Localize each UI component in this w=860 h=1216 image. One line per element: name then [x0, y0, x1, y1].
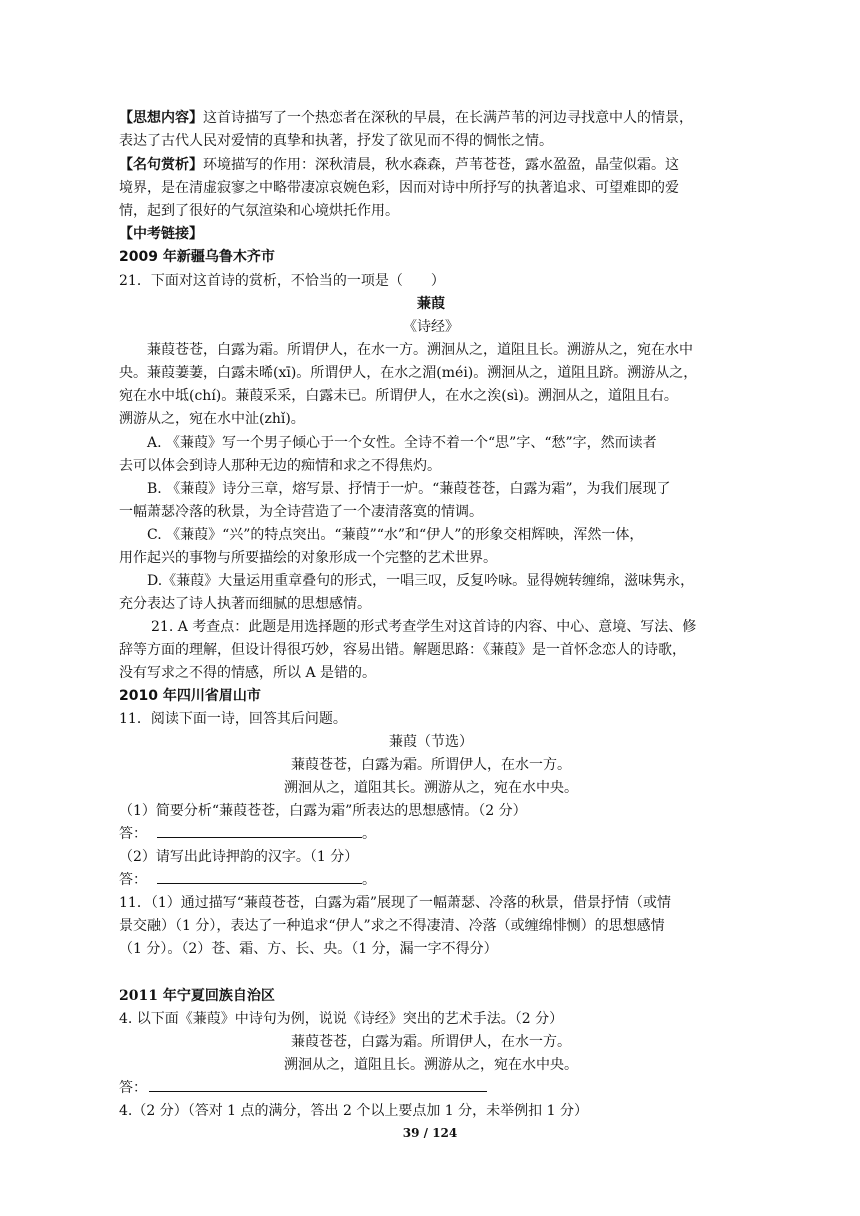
- answer-11-line-1: 11．（1）通过描写“蒹葭苍苍，白露为霜”展现了一幅萧瑟、冷落的秋景，借景抒情（或情: [119, 895, 672, 911]
- section-heading-2011: 2011 年宁夏回族自治区: [119, 988, 275, 1004]
- question-4: 4. 以下面《蒹葭》中诗句为例，说说《诗经》突出的艺术手法。（2 分）: [119, 1011, 564, 1027]
- answer-underline-2: [157, 869, 362, 884]
- excerpt-poem-line-1: 蒹葭苍苍，白露为霜。所谓伊人，在水一方。: [291, 757, 571, 773]
- answer-21-line-3: 没有写求之不得的情感，所以 A 是错的。: [119, 665, 377, 681]
- page-number: 39 / 124: [402, 1126, 458, 1140]
- question-11-part-2: （2）请写出此诗押韵的汉字。（1 分）: [119, 849, 359, 865]
- section-heading-2009: 2009 年新疆乌鲁木齐市: [119, 249, 275, 265]
- section-heading-2010: 2010 年四川省眉山市: [119, 688, 261, 704]
- answer-11-line-2: 景交融）（1 分），表达了一种追求“伊人”求之不得凄清、冷落（或缠绵悱恻）的思想感情: [119, 918, 665, 934]
- famous-line-analysis-label: 【名句赏析】: [119, 157, 203, 173]
- exam-links-heading: 【中考链接】: [119, 226, 203, 242]
- famous-line-analysis-line-3: 情，起到了很好的气氛渲染和心境烘托作用。: [119, 203, 399, 219]
- answer-underline-3: [149, 1077, 487, 1092]
- thought-content-line-2: 表达了古代人民对爱情的真挚和执著，抒发了欲见而不得的惆怅之情。: [119, 133, 553, 149]
- poem-full-line-4: 溯游从之，宛在水中沚(zhǐ)。: [119, 411, 305, 427]
- poem-source: 《诗经》: [403, 319, 459, 335]
- answer-11-line-3: （1 分）。（2）苍、霜、方、长、央。（1 分，漏一字不得分）: [119, 941, 498, 957]
- answer-21-line-2: 辞等方面的理解，但设计得很巧妙，容易出错。解题思路：《蒹葭》是一首怀念恋人的诗歌，: [119, 642, 686, 658]
- question-21: 21．下面对这首诗的赏析，不恰当的一项是（ ）: [119, 273, 445, 289]
- poem-full-line-1: 蒹葭苍苍，白露为霜。所谓伊人，在水一方。溯洄从之，道阻且长。溯游从之，宛在水中: [147, 342, 693, 358]
- option-b-line-1: B. 《蒹葭》诗分三章，熔写景、抒情于一炉。“蒹葭苍苍，白露为霜”，为我们展现了: [147, 481, 671, 497]
- question-4-poem-line-1: 蒹葭苍苍，白露为霜。所谓伊人，在水一方。: [291, 1034, 571, 1050]
- poem-full-line-2: 央。蒹葭萋萋，白露未晞(xī)。所谓伊人，在水之湄(méi)。溯洄从之，道阻且跻。溯游从之，: [119, 365, 698, 381]
- answer-underline-1: [157, 823, 362, 838]
- thought-content-line-1: 【思想内容】这首诗描写了一个热恋者在深秋的早晨，在长满芦苇的河边寻找意中人的情景，: [119, 110, 693, 126]
- option-c-line-2: 用作起兴的事物与所要描绘的对象形成一个完整的艺术世界。: [119, 550, 497, 566]
- thought-content-label: 【思想内容】: [119, 110, 203, 126]
- excerpt-poem-title: 蒹葭（节选）: [389, 734, 473, 750]
- answer-blank-2: 答： 。: [119, 869, 743, 893]
- answer-blank-1: 答： 。: [119, 823, 743, 847]
- poem-title: 蒹葭: [417, 296, 445, 312]
- question-11: 11．阅读下面一诗，回答其后问题。: [119, 711, 347, 727]
- question-4-poem-line-2: 溯洄从之，道阻且长。溯游从之，宛在水中央。: [284, 1057, 578, 1073]
- question-11-part-1: （1）简要分析“蒹葭苍苍，白露为霜”所表达的思想感情。（2 分）: [119, 803, 527, 819]
- famous-line-analysis-line-2: 境界，是在清虚寂寥之中略带凄凉哀婉色彩，因而对诗中所抒写的执著追求、可望难即的爱: [119, 180, 679, 196]
- answer-blank-3: 答：: [119, 1077, 743, 1101]
- excerpt-poem-line-2: 溯洄从之，道阻其长。溯游从之，宛在水中央。: [284, 780, 578, 796]
- famous-line-analysis-line-1: 【名句赏析】环境描写的作用：深秋清晨，秋水森森，芦苇苍苍，露水盈盈，晶莹似霜。这: [119, 157, 679, 173]
- option-d-line-1: D.《蒹葭》大量运用重章叠句的形式，一唱三叹，反复吟咏。显得婉转缠绵，滋味隽永，: [147, 573, 695, 589]
- option-c-line-1: C. 《蒹葭》“兴”的特点突出。“蒹葭”“水”和“伊人”的形象交相辉映，浑然一体，: [147, 527, 644, 543]
- option-a-line-1: A. 《蒹葭》写一个男子倾心于一个女性。全诗不着一个“思”字、“愁”字，然而读者: [147, 435, 657, 451]
- poem-full-line-3: 宛在水中坻(chí)。蒹葭采采，白露未已。所谓伊人，在水之涘(sì)。溯洄从之，道阻且右。: [119, 388, 678, 404]
- answer-21-line-1: 21. A 考查点：此题是用选择题的形式考查学生对这首诗的内容、中心、意境、写法、修: [151, 619, 697, 635]
- option-b-line-2: 一幅萧瑟冷落的秋景，为全诗营造了一个凄清落寞的情调。: [119, 504, 483, 520]
- option-d-line-2: 充分表达了诗人执著而细腻的思想感情。: [119, 596, 371, 612]
- option-a-line-2: 去可以体会到诗人那种无边的痴情和求之不得焦灼。: [119, 458, 441, 474]
- answer-4: 4.（2 分）（答对 1 点的满分，答出 2 个以上要点加 1 分，未举例扣 1 分）: [119, 1103, 588, 1119]
